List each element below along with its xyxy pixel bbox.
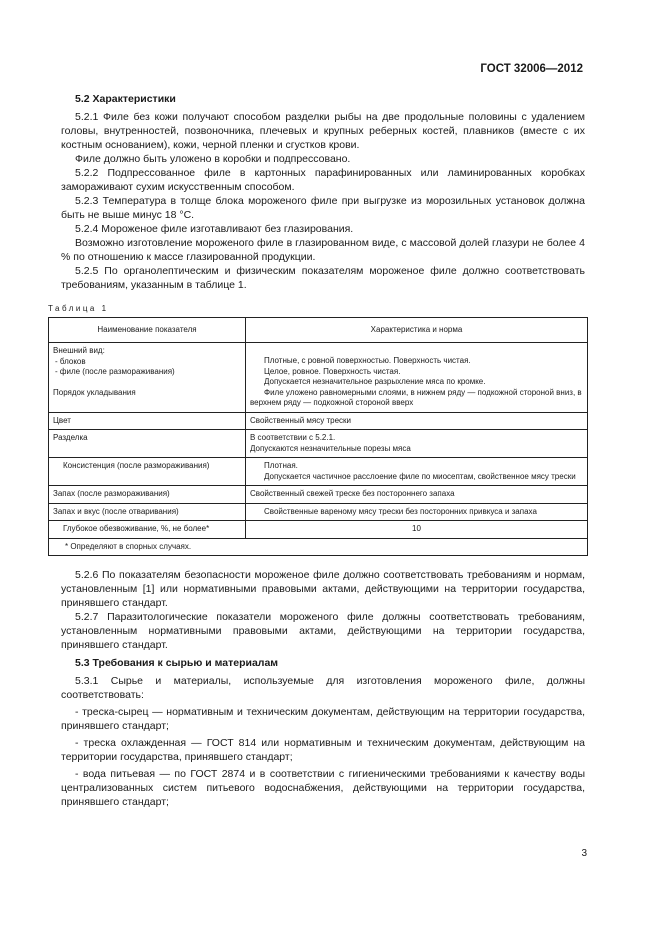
table-row — [49, 343, 588, 413]
list-item: - вода питьевая — по ГОСТ 2874 и в соответствии с гигиеническими требованиями к качеству воды централизованных систем питьевого водоснабжения, действующими на территории государства, принявшего стандарт; — [61, 768, 585, 808]
table-cell-norm: Свойственный свежей треске без постороннего запаха — [246, 486, 588, 504]
table-cell-indicator: Цвет — [49, 412, 246, 430]
section-5-3-heading: 5.3 Требования к сырью и материалам — [75, 657, 279, 669]
section-5-2-heading: 5.2 Характеристики — [75, 93, 176, 105]
table-cell-norm: 10 — [246, 521, 588, 539]
cell-line: Допускается частичное расслоение филе по миосептам, свойственное мясу трески — [264, 471, 576, 481]
page-number: 3 — [581, 848, 587, 859]
table-row — [49, 412, 588, 430]
paragraph-5-2-6: 5.2.6 По показателям безопасности мороженое филе должно соответствовать требованиям и нормам, установленным [1] или нормативными правовыми актами, действующими на территории государства, принявшего стандарт. — [61, 569, 585, 609]
table-row — [49, 430, 588, 458]
paragraph-5-2-1: 5.2.1 Филе без кожи получают способом разделки рыбы на две продольные половины с удалением головы, внутренностей, позвоночника, плечевых и крупных реберных костей, плавников (вместе с их костным основанием), кожи, черной пленки и сгустков крови. — [61, 111, 585, 151]
cell-line: - филе (после размораживания) — [55, 367, 175, 376]
paragraph-5-3-1: 5.3.1 Сырье и материалы, используемые для изготовления мороженого филе, должны соответствовать: — [61, 675, 585, 701]
cell-line: Допускается незначительное разрыхление мяса по кромке. — [264, 377, 486, 386]
table-row — [49, 521, 588, 539]
table-cell-norm — [246, 430, 588, 458]
table-header-row — [49, 318, 588, 343]
cell-line: Допускаются незначительные порезы мяса — [250, 443, 411, 453]
paragraph-5-2-5: 5.2.5 По органолептическим и физическим показателям мороженое филе должно соответствовать требованиям, указанным в таблице 1. — [61, 265, 585, 291]
table-cell-indicator: Запах и вкус (после отваривания) — [49, 503, 246, 521]
table-cell-indicator: Разделка — [49, 430, 246, 458]
paragraph-5-2-4: 5.2.4 Мороженое филе изготавливают без глазирования. — [75, 223, 354, 235]
table-label: Таблица 1 — [48, 304, 109, 313]
paragraph-5-2-2: 5.2.2 Подпрессованное филе в картонных парафинированных или ламинированных коробках замораживают сухим искусственным способом. — [61, 167, 585, 193]
table-header-norm: Характеристика и норма — [246, 318, 588, 343]
table-cell-indicator: Запах (после размораживания) — [49, 486, 246, 504]
table-row — [49, 503, 588, 521]
table-header-indicator: Наименование показателя — [49, 318, 246, 343]
table-cell-indicator: Консистенция (после размораживания) — [49, 458, 246, 486]
list-item: - треска охлажденная — ГОСТ 814 или нормативным и техническим документам, действующим на территории государства, принявшего стандарт; — [61, 737, 585, 763]
list-item: - треска-сырец — нормативным и техническим документам, действующим на территории государства, принявшего стандарт; — [61, 706, 585, 732]
paragraph-5-2-3: 5.2.3 Температура в толще блока мороженого филе при выгрузке из морозильных установок должна быть не выше минус 18 °С. — [61, 195, 585, 221]
table-cell-norm — [246, 458, 588, 486]
cell-line: Плотная. — [264, 461, 298, 470]
table-cell-indicator: Глубокое обезвоживание, %, не более* — [49, 521, 246, 539]
table-cell-norm: Свойственные вареному мясу трески без посторонних привкуса и запаха — [246, 503, 588, 521]
cell-line: Целое, ровное. Поверхность чистая. — [264, 366, 401, 376]
cell-line: Внешний вид: — [53, 346, 105, 355]
table-cell-indicator — [49, 343, 246, 413]
cell-line: В соответствии с 5.2.1. — [250, 433, 336, 442]
paragraph-glazing: Возможно изготовление мороженого филе в глазированном виде, с массовой долей глазури не более 4 % по отношению к массе глазированной продукции. — [61, 237, 585, 263]
cell-line: - блоков — [55, 356, 86, 366]
document-body — [48, 92, 585, 809]
table-row — [49, 486, 588, 504]
quality-table — [48, 317, 588, 556]
paragraph-fillet-packed: Филе должно быть уложено в коробки и подпрессовано. — [75, 153, 351, 165]
table-cell-norm — [246, 343, 588, 413]
table-cell-norm: Свойственный мясу трески — [246, 412, 588, 430]
table-footnote: * Определяют в спорных случаях. — [49, 538, 588, 556]
cell-line: Филе уложено равномерными слоями, в нижнем ряду — подкожной стороной вниз, в верхнем ряду — подкожной стороной вверх — [250, 387, 582, 407]
table-footnote-row — [49, 538, 588, 556]
table-row — [49, 458, 588, 486]
cell-line: Плотные, с ровной поверхностью. Поверхность чистая. — [264, 356, 471, 365]
paragraph-5-2-7: 5.2.7 Паразитологические показатели мороженого филе должны соответствовать требованиям, установленным нормативными правовыми актами, действующими на территории государства, принявшего стандарт. — [61, 611, 585, 651]
cell-line: Порядок укладывания — [53, 387, 136, 397]
standard-header: ГОСТ 32006—2012 — [480, 63, 583, 75]
